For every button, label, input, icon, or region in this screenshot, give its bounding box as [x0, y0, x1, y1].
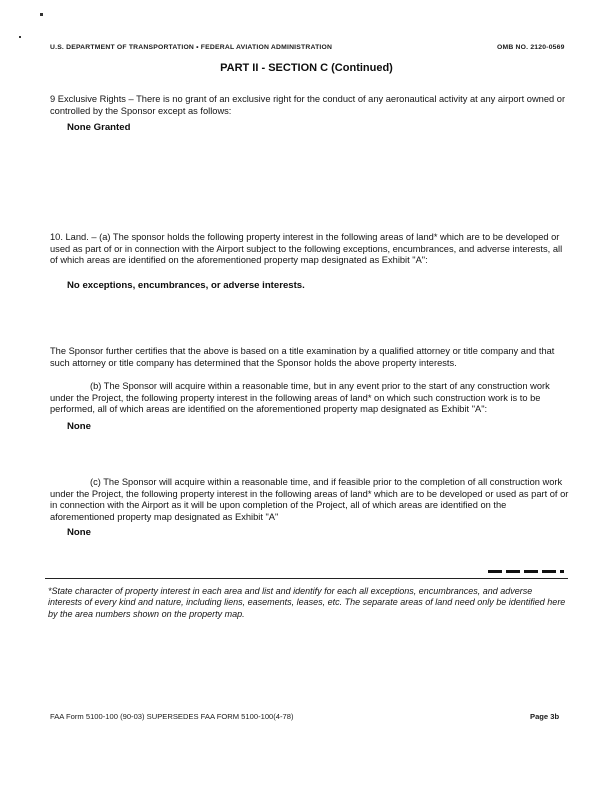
footer-page-number: Page 3b	[530, 712, 560, 721]
item10a-answer: No exceptions, encumbrances, or adverse interests.	[67, 280, 305, 291]
scan-speck	[19, 36, 21, 38]
footnote-divider	[45, 578, 568, 579]
header-omb-number: OMB NO. 2120-0569	[497, 44, 565, 51]
footer-form-id: FAA Form 5100-100 (90-03) SUPERSEDES FAA FORM 5100-100(4-78)	[50, 712, 294, 721]
heavy-dash-mark	[488, 570, 564, 573]
certification-text: The Sponsor further certifies that the above is based on a title examination by a qualified attorney or title company and that such attorney or title company has determined that the Sponsor holds the above property interests.	[50, 346, 555, 368]
item10c-text: (c) The Sponsor will acquire within a reasonable time, and if feasible prior to the completion of all construction work under the Project, the following property interest in the following areas of land* which are to be developed or used as part of or in connection with the Airport as it will be upon completion of the Project, all of which areas are identified on the aforementioned property map designated as Exhibit "A"	[50, 477, 569, 522]
page-title: PART II - SECTION C (Continued)	[220, 62, 393, 74]
footnote-text: *State character of property interest in each area and list and identify for each all exceptions, encumbrances, and adverse interests of every kind and nature, including liens, easements, leases, etc. The separate areas of land need only be identified here by the area numbers shown on the property map.	[48, 586, 566, 619]
header-agency: U.S. DEPARTMENT OF TRANSPORTATION • FEDERAL AVIATION ADMINISTRATION	[50, 44, 333, 51]
item9-text: 9 Exclusive Rights – There is no grant of an exclusive right for the conduct of any aeronautical activity at any airport owned or controlled by the Sponsor except as follows:	[50, 94, 566, 116]
item10a-text: 10. Land. – (a) The sponsor holds the following property interest in the following areas of land* which are to be developed or used as part of or in connection with the Airport subject to the following exceptions, encumbrances, and adverse interests, all of which areas are identified on the aforementioned property map designated as Exhibit "A":	[50, 232, 563, 266]
item10c-answer: None	[67, 527, 91, 538]
item10b-answer: None	[67, 421, 91, 432]
item10b-text: (b) The Sponsor will acquire within a reasonable time, but in any event prior to the start of any construction work under the Project, the following property interest in the following areas of land* on which such construction work is to be performed, all of which areas are identified on the aforementioned property map designated as Exhibit "A":	[50, 381, 550, 415]
scan-speck	[40, 13, 43, 16]
item9-answer: None Granted	[67, 122, 131, 133]
